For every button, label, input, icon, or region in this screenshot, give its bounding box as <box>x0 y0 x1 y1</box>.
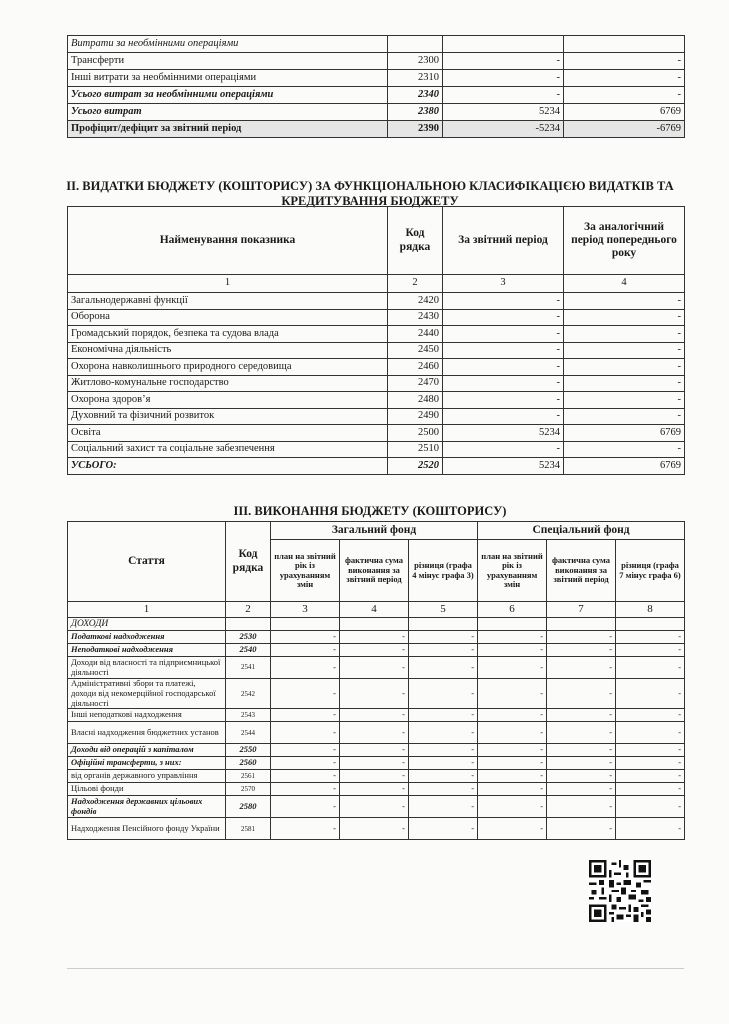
col-number: 1 <box>68 275 388 293</box>
table-row <box>68 36 685 53</box>
row-current: - <box>443 293 564 310</box>
row-current: - <box>443 375 564 392</box>
row-previous: - <box>564 293 685 310</box>
row-value: - <box>409 631 478 644</box>
row-name: Адміністративні збори та платежі, доходи від некомерційної господарської діяльності <box>68 679 226 709</box>
table-row <box>68 375 685 392</box>
row-code: 2542 <box>226 679 271 709</box>
table-row <box>68 441 685 458</box>
row-value: - <box>340 796 409 818</box>
table-row <box>68 709 685 722</box>
row-name: Освіта <box>68 425 388 442</box>
row-current: 5234 <box>443 425 564 442</box>
row-value: - <box>478 818 547 840</box>
row-name: УСЬОГО: <box>68 458 388 475</box>
row-code: 2581 <box>226 818 271 840</box>
row-value: - <box>271 818 340 840</box>
row-value: - <box>547 770 616 783</box>
row-previous: - <box>564 342 685 359</box>
col-number: 2 <box>226 602 271 618</box>
row-name: Офіційні трансферти, з них: <box>68 757 226 770</box>
row-code: 2550 <box>226 744 271 757</box>
table-row <box>68 425 685 442</box>
table-row <box>68 458 685 475</box>
row-name: Громадський порядок, безпека та судова влада <box>68 326 388 343</box>
row-code: 2440 <box>388 326 443 343</box>
row-code <box>388 36 443 53</box>
row-value: - <box>409 796 478 818</box>
row-value: - <box>271 744 340 757</box>
row-value: - <box>616 744 685 757</box>
row-name: Усього витрат за необмінними операціями <box>68 87 388 104</box>
col-number: 4 <box>340 602 409 618</box>
row-value: - <box>409 757 478 770</box>
row-code: 2480 <box>388 392 443 409</box>
table-row <box>68 87 685 104</box>
header-special-fund: Спеціальний фонд <box>478 522 685 540</box>
row-code: 2540 <box>226 644 271 657</box>
row-name: Доходи від власності та підприємницької діяльності <box>68 657 226 679</box>
row-current: - <box>443 359 564 376</box>
col-number: 5 <box>409 602 478 618</box>
table-row <box>68 722 685 744</box>
row-name: від органів державного управління <box>68 770 226 783</box>
row-value: - <box>409 657 478 679</box>
row-name: Витрати за необмінними операціями <box>68 36 388 53</box>
row-name: Надходження державних цільових фондів <box>68 796 226 818</box>
row-code: 2544 <box>226 722 271 744</box>
row-value: - <box>547 757 616 770</box>
row-name: Інші витрати за необмінними операціями <box>68 70 388 87</box>
row-value: - <box>478 679 547 709</box>
row-value: - <box>340 818 409 840</box>
table-row <box>68 679 685 709</box>
row-previous: 6769 <box>564 458 685 475</box>
section2-title: II. ВИДАТКИ БЮДЖЕТУ (КОШТОРИСУ) ЗА ФУНКЦІОНАЛЬНОЮ КЛАСИФІКАЦІЄЮ ВИДАТКІВ ТА КРЕДИТУВАННЯ БЮДЖЕТУ <box>66 179 674 208</box>
row-code: 2530 <box>226 631 271 644</box>
header-code: Код рядка <box>226 522 271 602</box>
table-row <box>68 408 685 425</box>
row-value: - <box>478 722 547 744</box>
row-value: - <box>547 783 616 796</box>
row-name: Цільові фонди <box>68 783 226 796</box>
table-row <box>68 53 685 70</box>
table-row <box>68 392 685 409</box>
row-value: - <box>340 722 409 744</box>
row-name: Соціальний захист та соціальне забезпечення <box>68 441 388 458</box>
row-code: 2520 <box>388 458 443 475</box>
row-value: - <box>271 783 340 796</box>
table-row <box>68 757 685 770</box>
row-code: 2460 <box>388 359 443 376</box>
header-diff: різниця (графа 4 мінус графа 3) <box>409 540 478 602</box>
row-value: - <box>340 709 409 722</box>
table-row <box>68 326 685 343</box>
table-row <box>68 309 685 326</box>
row-value: - <box>547 796 616 818</box>
row-name: Усього витрат <box>68 104 388 121</box>
row-value: - <box>616 631 685 644</box>
row-current: - <box>443 53 564 70</box>
row-previous: - <box>564 326 685 343</box>
row-previous: - <box>564 53 685 70</box>
row-value: - <box>340 631 409 644</box>
table-row <box>68 631 685 644</box>
row-previous: - <box>564 359 685 376</box>
row-current: - <box>443 408 564 425</box>
row-previous: - <box>564 70 685 87</box>
row-current: 5234 <box>443 104 564 121</box>
row-value: - <box>271 679 340 709</box>
row-code: 2560 <box>226 757 271 770</box>
header-plan: план на звітний рік із урахуванням змін <box>271 540 340 602</box>
header-plan: план на звітний рік із урахуванням змін <box>478 540 547 602</box>
row-value: - <box>478 744 547 757</box>
row-previous: - <box>564 375 685 392</box>
row-value: - <box>616 770 685 783</box>
row-current: - <box>443 70 564 87</box>
row-previous: - <box>564 408 685 425</box>
row-previous: -6769 <box>564 121 685 138</box>
row-name: Інші неподаткові надходження <box>68 709 226 722</box>
row-value: - <box>547 744 616 757</box>
header-actual: фактична сума виконання за звітний період <box>340 540 409 602</box>
table-row <box>68 342 685 359</box>
table-row <box>68 293 685 310</box>
row-current: - <box>443 326 564 343</box>
table-row <box>68 770 685 783</box>
row-code: 2570 <box>226 783 271 796</box>
row-value: - <box>409 744 478 757</box>
row-value: - <box>271 796 340 818</box>
row-previous: - <box>564 87 685 104</box>
header-name: Найменування показника <box>68 207 388 275</box>
row-value: - <box>271 709 340 722</box>
footer-divider <box>67 968 684 969</box>
row-name: Житлово-комунальне господарство <box>68 375 388 392</box>
row-name: Неподаткові надходження <box>68 644 226 657</box>
row-value: - <box>340 657 409 679</box>
row-current: - <box>443 392 564 409</box>
row-value: - <box>616 722 685 744</box>
table-row <box>68 783 685 796</box>
row-code: 2340 <box>388 87 443 104</box>
row-name: Трансферти <box>68 53 388 70</box>
operations-table <box>67 35 685 138</box>
row-current <box>443 36 564 53</box>
row-previous: 6769 <box>564 425 685 442</box>
header-diff: різниця (графа 7 мінус графа 6) <box>616 540 685 602</box>
row-current: - <box>443 441 564 458</box>
table-row <box>68 796 685 818</box>
functional-expenditure-table <box>67 206 685 475</box>
row-previous: - <box>564 441 685 458</box>
row-value: - <box>616 757 685 770</box>
row-value: - <box>271 722 340 744</box>
row-value: - <box>340 757 409 770</box>
row-value: - <box>340 783 409 796</box>
header-current: За звітний період <box>443 207 564 275</box>
row-value: - <box>478 796 547 818</box>
row-code: 2300 <box>388 53 443 70</box>
row-code: 2450 <box>388 342 443 359</box>
row-name: Власні надходження бюджетних установ <box>68 722 226 744</box>
row-code: 2561 <box>226 770 271 783</box>
section3-title: III. ВИКОНАННЯ БЮДЖЕТУ (КОШТОРИСУ) <box>233 504 507 518</box>
row-code: 2420 <box>388 293 443 310</box>
col-number: 3 <box>443 275 564 293</box>
row-current: 5234 <box>443 458 564 475</box>
col-number: 2 <box>388 275 443 293</box>
row-value: - <box>478 631 547 644</box>
row-value: - <box>616 796 685 818</box>
row-value: - <box>409 770 478 783</box>
row-code: 2500 <box>388 425 443 442</box>
row-code: 2510 <box>388 441 443 458</box>
row-previous: - <box>564 392 685 409</box>
row-value: - <box>478 709 547 722</box>
row-name: Охорона навколишнього природного середовища <box>68 359 388 376</box>
row-value: - <box>340 770 409 783</box>
row-value: - <box>547 679 616 709</box>
row-value: - <box>478 644 547 657</box>
row-value: - <box>478 783 547 796</box>
header-code: Код рядка <box>388 207 443 275</box>
table-row <box>68 644 685 657</box>
row-value: - <box>478 657 547 679</box>
header-previous: За аналогічний період попереднього року <box>564 207 685 275</box>
row-value: - <box>271 770 340 783</box>
header-general-fund: Загальний фонд <box>271 522 478 540</box>
row-value: - <box>409 722 478 744</box>
row-name: Охорона здоров’я <box>68 392 388 409</box>
col-number: 3 <box>271 602 340 618</box>
row-name: Економічна діяльність <box>68 342 388 359</box>
row-value: - <box>409 644 478 657</box>
row-name: Надходження Пенсійного фонду України <box>68 818 226 840</box>
row-current: - <box>443 309 564 326</box>
table-row <box>68 744 685 757</box>
row-name: Профіцит/дефіцит за звітний період <box>68 121 388 138</box>
row-code: 2430 <box>388 309 443 326</box>
row-code: 2390 <box>388 121 443 138</box>
table-row <box>68 657 685 679</box>
row-value: - <box>616 709 685 722</box>
table-row <box>68 818 685 840</box>
row-value: - <box>616 783 685 796</box>
group-label: ДОХОДИ <box>68 618 226 631</box>
row-current: - <box>443 87 564 104</box>
row-value: - <box>616 679 685 709</box>
row-value: - <box>616 657 685 679</box>
table-row <box>68 121 685 138</box>
row-previous: - <box>564 309 685 326</box>
row-value: - <box>409 818 478 840</box>
header-actual: фактична сума виконання за звітний період <box>547 540 616 602</box>
budget-execution-table <box>67 521 685 840</box>
col-number: 8 <box>616 602 685 618</box>
row-value: - <box>547 657 616 679</box>
row-value: - <box>271 657 340 679</box>
col-number: 1 <box>68 602 226 618</box>
table-row <box>68 359 685 376</box>
row-value: - <box>547 631 616 644</box>
row-value: - <box>409 679 478 709</box>
row-current: - <box>443 342 564 359</box>
row-code: 2541 <box>226 657 271 679</box>
row-code: 2310 <box>388 70 443 87</box>
row-code: 2543 <box>226 709 271 722</box>
col-number: 6 <box>478 602 547 618</box>
row-name: Доходи від операцій з капіталом <box>68 744 226 757</box>
row-code: 2490 <box>388 408 443 425</box>
row-name: Оборона <box>68 309 388 326</box>
row-name: Податкові надходження <box>68 631 226 644</box>
row-value: - <box>478 757 547 770</box>
row-previous <box>564 36 685 53</box>
col-number: 4 <box>564 275 685 293</box>
row-value: - <box>409 709 478 722</box>
row-value: - <box>547 722 616 744</box>
row-value: - <box>616 644 685 657</box>
row-value: - <box>547 818 616 840</box>
row-value: - <box>340 644 409 657</box>
row-previous: 6769 <box>564 104 685 121</box>
row-value: - <box>340 744 409 757</box>
row-value: - <box>271 631 340 644</box>
table-row <box>68 70 685 87</box>
row-value: - <box>340 679 409 709</box>
qr-code-icon <box>589 860 651 922</box>
row-value: - <box>271 644 340 657</box>
header-article: Стаття <box>68 522 226 602</box>
row-name: Духовний та фізичний розвиток <box>68 408 388 425</box>
row-code: 2380 <box>388 104 443 121</box>
row-value: - <box>547 644 616 657</box>
row-value: - <box>409 783 478 796</box>
row-current: -5234 <box>443 121 564 138</box>
table-row <box>68 104 685 121</box>
row-name: Загальнодержавні функції <box>68 293 388 310</box>
row-value: - <box>547 709 616 722</box>
row-code: 2470 <box>388 375 443 392</box>
row-code: 2580 <box>226 796 271 818</box>
row-value: - <box>616 818 685 840</box>
col-number: 7 <box>547 602 616 618</box>
row-value: - <box>271 757 340 770</box>
row-value: - <box>478 770 547 783</box>
